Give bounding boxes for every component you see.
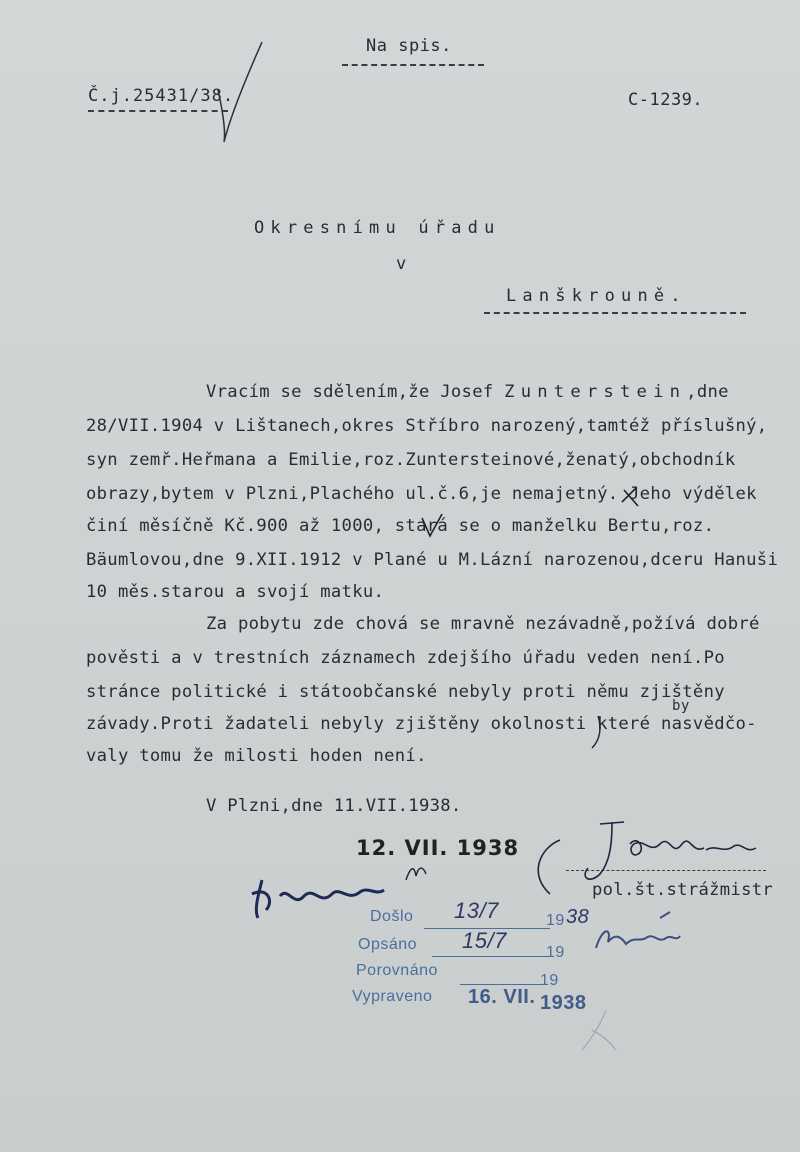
- body-p1-line-1a: Vracím se sdělením,že Josef: [206, 382, 505, 402]
- stamp-year-porovnano: 19: [540, 972, 559, 989]
- place-date: V Plzni,dne 11.VII.1938.: [206, 796, 462, 816]
- stamp-year-opsano: 19: [546, 944, 565, 961]
- stamp-label-doslo: Došlo: [370, 908, 414, 925]
- correction-mark-2: [416, 512, 446, 542]
- check-mark-drawing: [212, 38, 272, 148]
- reference-number: Č.j.25431/38.: [88, 86, 235, 106]
- stamp-label-vypraveno: Vypraveno: [352, 988, 433, 1005]
- small-initials-drawing: [402, 858, 432, 888]
- correction-mark-3: [588, 712, 608, 752]
- case-code: C-1239.: [628, 90, 704, 110]
- body-p1-line-1: [206, 382, 729, 402]
- stamp-year-doslo: 19: [546, 912, 565, 929]
- body-p1-line-6: Bäumlovou,dne 9.XII.1912 v Plané u M.Lázní narozenou,dceru Hanuši: [86, 550, 779, 570]
- body-p1-line-4: obrazy,bytem v Plzni,Plachého ul.č.6,je nemajetný. Jeho výdělek: [86, 484, 757, 504]
- stamp-year-hand-doslo: 38: [566, 906, 590, 928]
- insertion-by: by: [672, 698, 690, 714]
- stamp-value-doslo: 13/7: [454, 898, 499, 923]
- spaced-surname: Zunterstein: [504, 382, 687, 402]
- stamp-value-vypraveno: 16. VII.: [468, 986, 536, 1008]
- na-spis-underline: [342, 64, 484, 66]
- stamp-line-1: [424, 928, 550, 929]
- received-date-stamp: 12. VII. 1938: [356, 836, 520, 860]
- body-p2-line-3: stránce politické i státoobčanské nebyly proti němu zjištěny: [86, 682, 725, 702]
- pencil-mark-drawing: [576, 1000, 626, 1060]
- na-spis-label: Na spis.: [366, 36, 452, 56]
- body-p2-line-4: závady.Proti žadateli nebyly zjištěny okolnosti které nasvědčo-: [86, 714, 757, 734]
- body-p2-line-1: Za pobytu zde chová se mravně nezávadně,požívá dobré: [206, 614, 760, 634]
- stamp-line-3: [460, 984, 546, 985]
- address-underline: [484, 312, 746, 314]
- stamp-label-porovnano: Porovnáno: [356, 962, 438, 979]
- body-p1-line-1b: ,dne: [686, 382, 729, 402]
- address-line-3: Lanškrouně.: [506, 286, 687, 306]
- address-line-1: Okresnímu úřadu: [254, 218, 501, 238]
- signature-drawing: [520, 814, 780, 904]
- body-p1-line-7: 10 měs.starou a svojí matku.: [86, 582, 385, 602]
- body-p2-line-2: pověsti a v trestních záznamech zdejšího úřadu veden není.Po: [86, 648, 725, 668]
- body-p1-line-3: syn zemř.Heřmana a Emilie,roz.Zuntersteinové,ženatý,obchodník: [86, 450, 736, 470]
- reference-underline: [88, 110, 228, 112]
- body-p1-line-2: 28/VII.1904 v Lištanech,okres Stříbro narozený,tamtéž příslušný,: [86, 416, 768, 436]
- stamp-value-opsano: 15/7: [462, 928, 507, 953]
- stamp-label-opsano: Opsáno: [358, 936, 418, 953]
- body-p1-line-5: činí měsíčně Kč.900 až 1000, stará se o manželku Bertu,roz.: [86, 516, 715, 536]
- correction-mark-1: [618, 482, 658, 522]
- stamp-line-2: [432, 956, 550, 957]
- signer-title: pol.št.strážmistr: [592, 880, 774, 900]
- stamp-year-vypraveno: 1938: [540, 992, 587, 1014]
- address-line-2: v: [396, 254, 407, 274]
- stamp-signature-drawing: [586, 908, 686, 968]
- body-p2-line-5: valy tomu že milosti hoden není.: [86, 746, 427, 766]
